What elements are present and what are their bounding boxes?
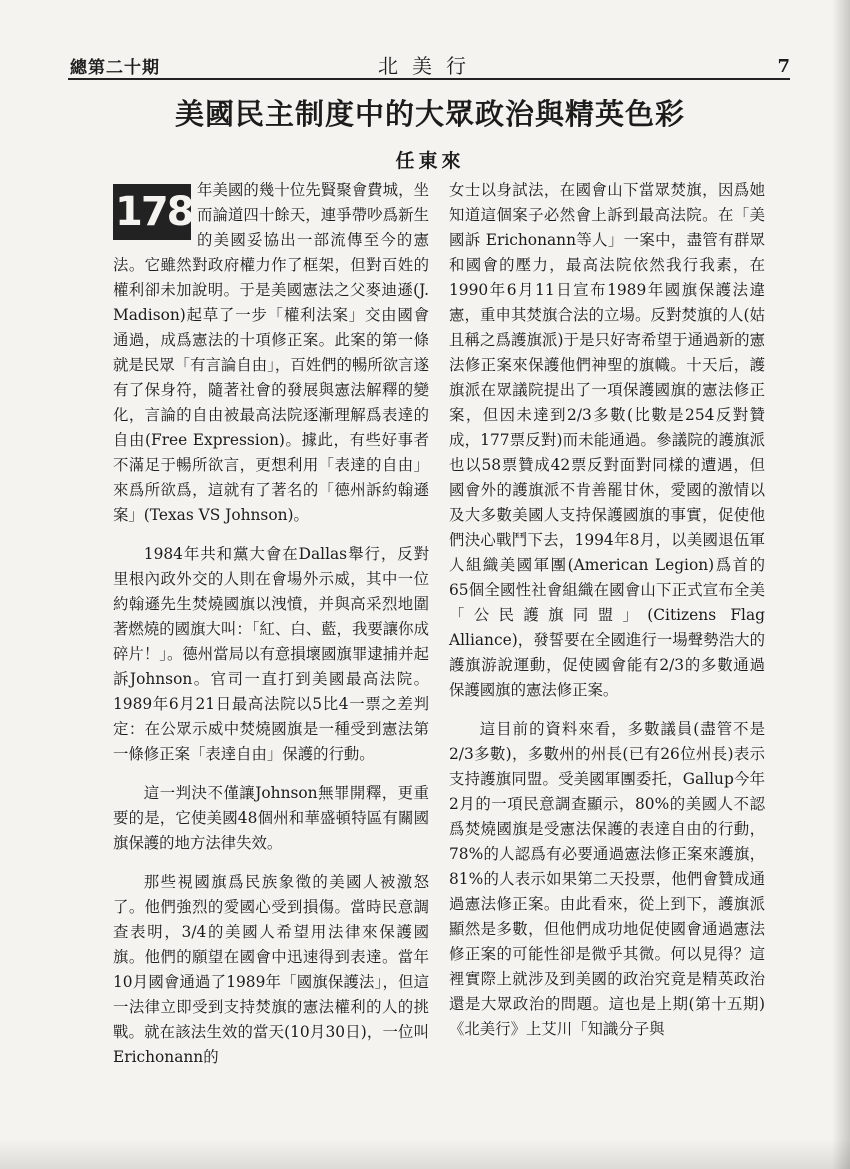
article-author: 任東來 bbox=[395, 150, 465, 172]
header-rule bbox=[68, 78, 790, 80]
left-column bbox=[113, 178, 429, 1084]
paragraph-3: 這一判決不僅讓Johnson無罪開釋，更重要的是，它使美國48個州和華盛頓特區有關國旗保護的地方法律失效。 bbox=[113, 784, 429, 852]
paragraph-1-text: 年美國的幾十位先賢聚會費城，坐而論道四十餘天，連爭帶吵爲新生的美國妥協出一部流傳至今的憲法。它雖然對政府權力作了框架，但對百姓的權利卻未加說明。于是美國憲法之父麥迪遜(J. Madison)起草了一步「權利法案」交由國會通過，成爲憲法的十項修正案。此案的第一條就是民眾「有言論自由」，百姓們的暢所欲言遂有了保身符，隨著社會的發展與憲法解釋的變化，言論的自由被最高法院逐漸理解爲表達的自由(Free Expression)。據此，有些好事者不滿足于暢所欲言，更想利用「表達的自由」來爲所欲爲，這就有了著名的「德州訴約翰遜案」(Texas VS Johnson)。 bbox=[113, 181, 429, 524]
paragraph-6: 這目前的資料來看，多數議員(盡管不是2/3多數)，多數州的州長(已有26位州長)表示支持護旗同盟。受美國軍團委托，Gallup今年2月的一項民意調查顯示，80%的美國人不認爲焚燒國旗是受憲法保護的表達自由的行動，78%的人認爲有必要通過憲法修正案來護旗，81%的人表示如果第二天投票，他們會贊成通過憲法修正案。由此看來，從上到下，護旗派顯然是多數，但他們成功地促使國會通過憲法修正案的可能性卻是微乎其微。何以見得？這裡實際上就涉及到美國的政治究竟是精英政治還是大眾政治的問題。這也是上期(第十五期)《北美行》上艾川「知識分子與 bbox=[449, 720, 765, 1038]
dropcap-year: 1787 bbox=[113, 184, 191, 240]
paragraph-4: 那些視國旗爲民族象徵的美國人被激怒了。他們強烈的愛國心受到損傷。當時民意調查表明，3/4的美國人希望用法律來保護國旗。他們的願望在國會中迅速得到表達。當年10月國會通過了1989年「國旗保護法」，但這一法律立即受到支持焚旗的憲法權利的人的挑戰。就在該法生效的當天(10月30日)，一位叫Erichonann的 bbox=[113, 873, 429, 1066]
magazine-name: 北美行 bbox=[378, 54, 480, 78]
article-title: 美國民主制度中的大眾政治與精英色彩 bbox=[174, 97, 685, 131]
issue-number: 總第二十期 bbox=[70, 58, 160, 78]
page-header bbox=[70, 50, 790, 80]
scan-bottom-shadow bbox=[0, 1139, 850, 1169]
paragraph-1 bbox=[113, 178, 429, 528]
paragraph-2: 1984年共和黨大會在Dallas舉行，反對里根內政外交的人則在會場外示威，其中一位約翰遜先生焚燒國旗以洩憤，并與高采烈地圍著燃燒的國旗大叫：「紅、白、藍，我要讓你成碎片！」。德州當局以有意損壞國旗罪逮捕并起訴Johnson。官司一直打到美國最高法院。1989年6月21日最高法院以5比4一票之差判定：在公眾示威中焚燒國旗是一種受到憲法第一條修正案「表達自由」保護的行動。 bbox=[113, 545, 429, 763]
page-number: 7 bbox=[777, 56, 790, 77]
paragraph-5: 女士以身試法，在國會山下當眾焚旗，因爲她知道這個案子必然會上訴到最高法院。在「美國訴 Erichonann等人」一案中，盡管有群眾和國會的壓力，最高法院依然我行我素，在1990年6月11日宣布1989年國旗保護法違憲，重申其焚旗合法的立場。反對焚旗的人(姑且稱之爲護旗派)于是只好寄希望于通過新的憲法修正案來保護他們神聖的旗幟。十天后，護旗派在眾議院提出了一項保護國旗的憲法修正案，但因未達到2/3多數(比數是254反對贊成，177票反對)而未能通過。參議院的護旗派也以58票贊成42票反對面對同樣的遭遇，但國會外的護旗派不肯善罷甘休，愛國的激情以及大多數美國人支持保護國旗的事實，促使他們決心戰鬥下去，1994年8月，以美國退伍軍人組織美國軍團(American Legion)爲首的65個全國性社會組織在國會山下正式宣布全美「公民護旗同盟」(Citizens Flag Alliance)，發誓要在全國進行一場聲勢浩大的護旗游說運動，促使國會能有2/3的多數通過保護國旗的憲法修正案。 bbox=[449, 181, 765, 699]
right-column bbox=[449, 178, 765, 1056]
scan-edge-shadow bbox=[832, 0, 850, 1169]
